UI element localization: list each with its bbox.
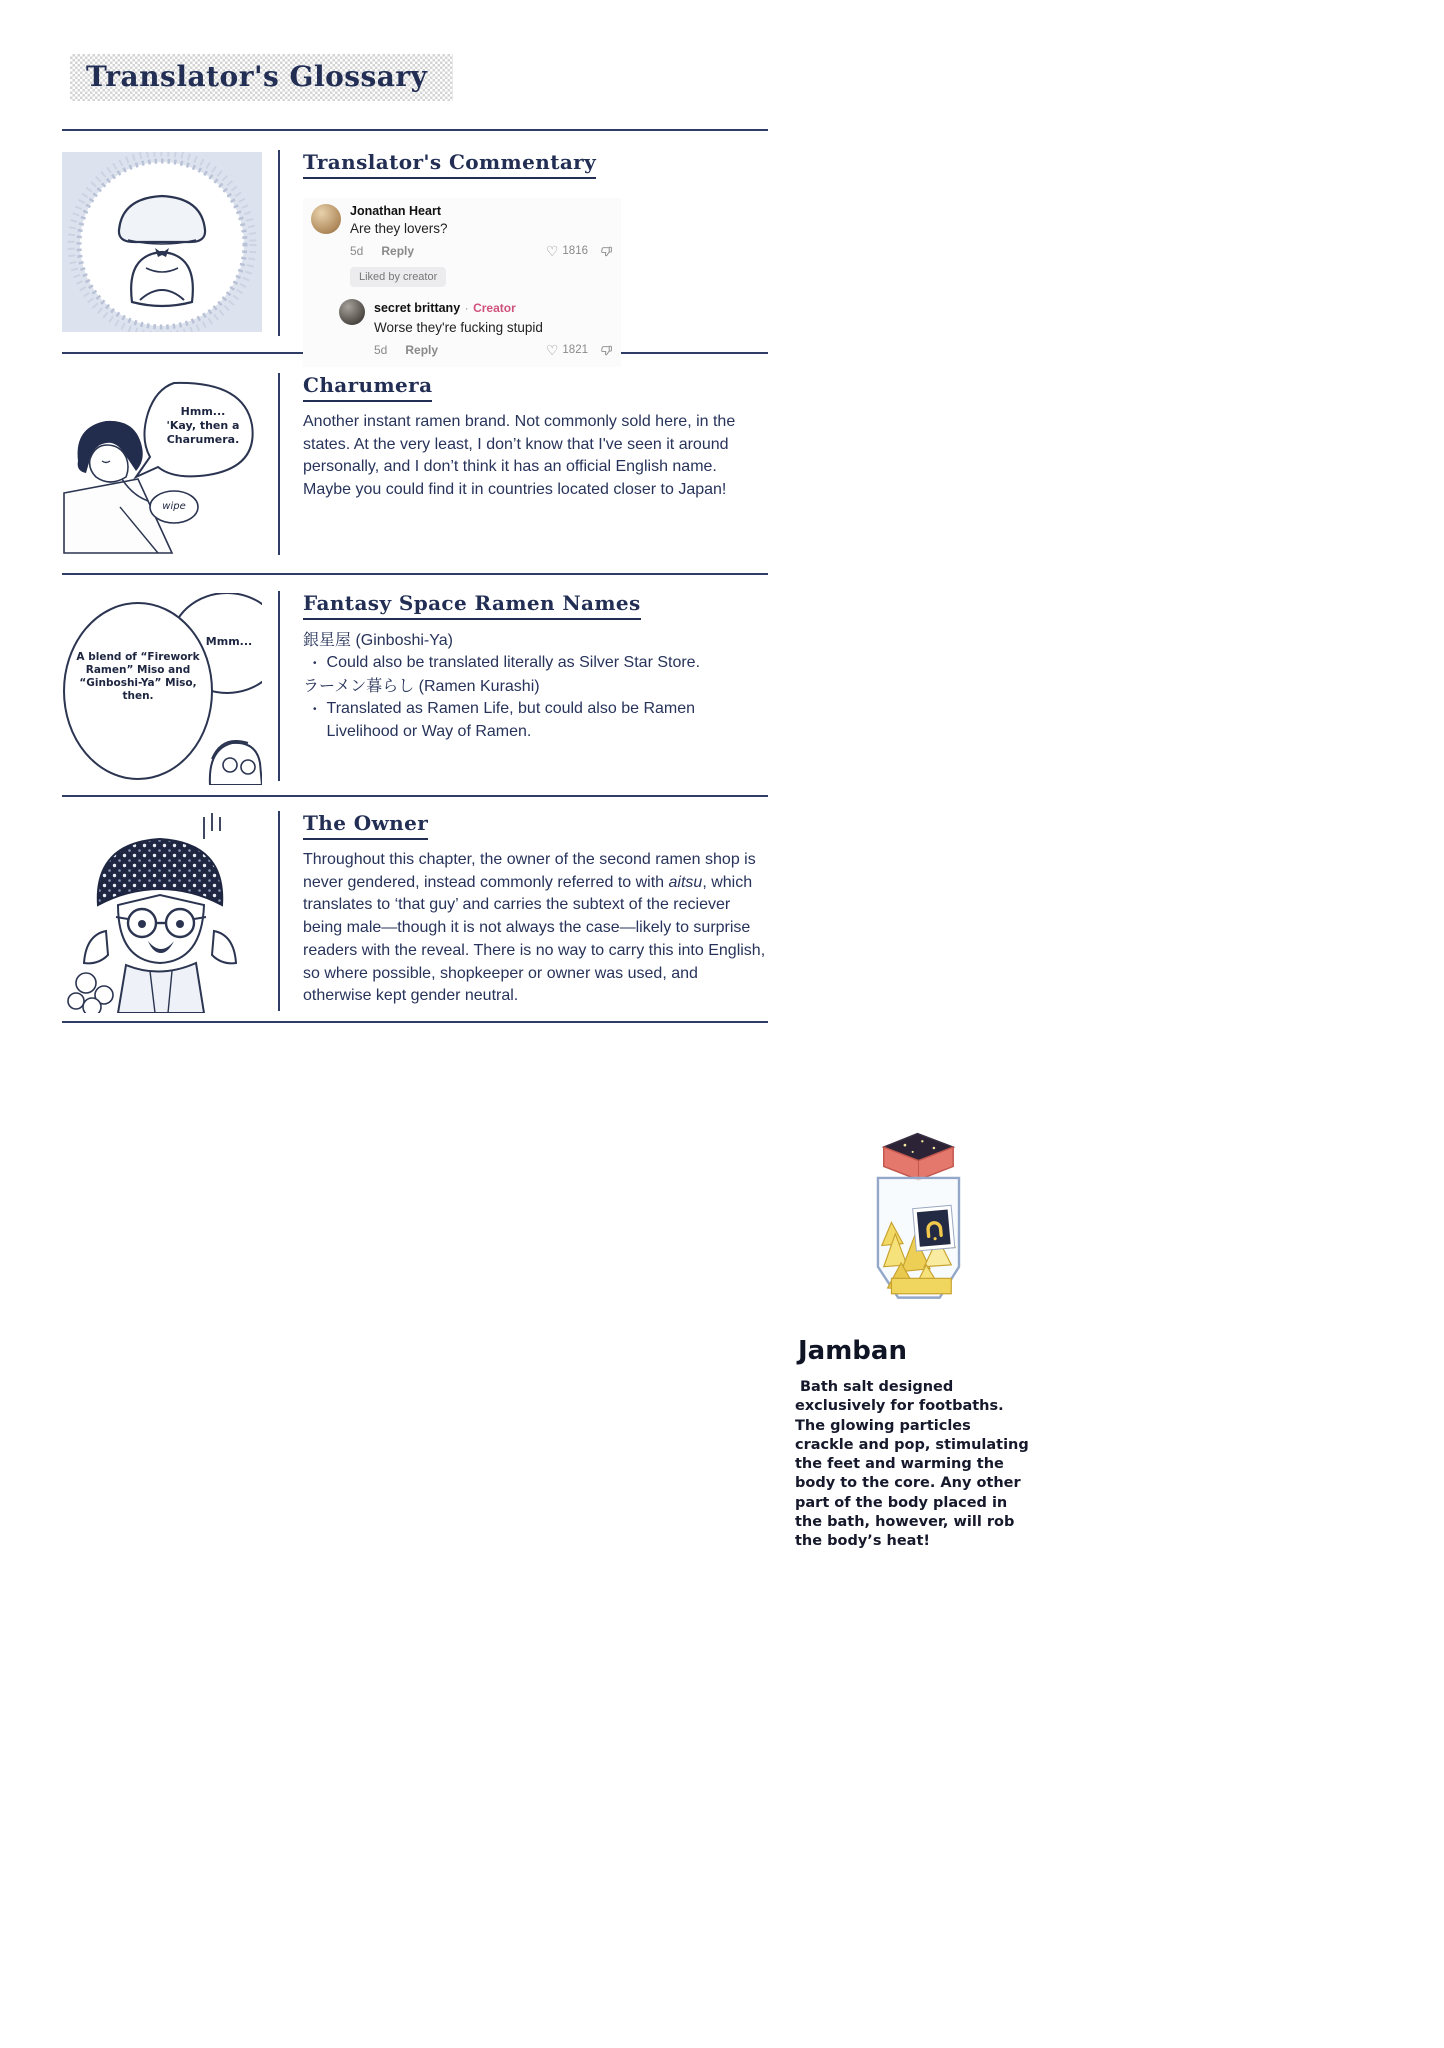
like-icon[interactable]: ♡ bbox=[545, 243, 559, 259]
section-title-the-owner: The Owner bbox=[303, 811, 428, 840]
dislike-icon[interactable] bbox=[600, 344, 613, 357]
vertical-divider bbox=[278, 591, 280, 781]
charumera-panel-illustration bbox=[62, 375, 262, 555]
section-divider bbox=[62, 129, 768, 131]
page-title: Translator's Glossary bbox=[86, 60, 428, 93]
section-translators-commentary bbox=[62, 150, 768, 358]
reply-button[interactable]: Reply bbox=[381, 244, 415, 258]
body-text-part: Throughout this chapter, the owner of the second ramen shop is never gendered, instead commonly referred to with bbox=[303, 851, 756, 891]
bullet-icon: • bbox=[313, 704, 317, 716]
speech-bubble-text: Mmm... bbox=[205, 635, 253, 648]
comment-timestamp: 5d bbox=[350, 244, 364, 258]
speech-bubble-text: Charumera. bbox=[166, 432, 240, 446]
speech-bubble-text: Hmm... bbox=[180, 405, 226, 418]
section-body bbox=[303, 849, 768, 1008]
section-title-ramen-names: Fantasy Space Ramen Names bbox=[303, 591, 641, 620]
speech-bubble-text: A blend of “Firework Ramen” Miso and “Ginboshi-Ya” Miso, then. bbox=[76, 651, 200, 703]
avatar bbox=[311, 204, 341, 234]
page-title-band bbox=[70, 54, 453, 101]
creator-badge: Creator bbox=[473, 301, 516, 315]
glossary-term: 銀星屋 (Ginboshi-Ya) bbox=[303, 632, 453, 649]
comment-timestamp: 5d bbox=[374, 343, 388, 357]
glossary-definition: Could also be translated literally as Silver Star Store. bbox=[326, 654, 701, 672]
comment-author: Jonathan Heart bbox=[350, 204, 441, 218]
liked-by-creator-badge: Liked by creator bbox=[350, 267, 446, 287]
section-body: Another instant ramen brand. Not commonly sold here, in the states. At the very least, I don’t know that I've seen it around personally, and I don’t think it has an official English name. Maybe you could find it in countries located closer to Japan! bbox=[303, 413, 736, 499]
comment-reply-item bbox=[339, 299, 613, 357]
section-title-commentary: Translator's Commentary bbox=[303, 150, 596, 179]
dislike-icon[interactable] bbox=[600, 245, 613, 258]
like-count: 1821 bbox=[562, 344, 588, 356]
author-separator: · bbox=[464, 301, 469, 315]
commentary-panel-illustration bbox=[62, 152, 262, 332]
section-charumera bbox=[62, 373, 768, 555]
glossary-definition: Translated as Ramen Life, but could also be Ramen Livelihood or Way of Ramen. bbox=[326, 700, 696, 741]
section-fantasy-space-ramen-names bbox=[62, 591, 768, 781]
speech-bubble-text: 'Kay, then a bbox=[166, 418, 240, 432]
bullet-icon: • bbox=[313, 658, 317, 670]
sfx-text: wipe bbox=[162, 501, 186, 512]
comment-text: Are they lovers? bbox=[350, 221, 448, 236]
section-divider bbox=[62, 795, 768, 797]
like-icon[interactable]: ♡ bbox=[545, 342, 559, 358]
ramen-names-panel-illustration bbox=[62, 593, 262, 785]
section-title-charumera: Charumera bbox=[303, 373, 432, 402]
avatar bbox=[339, 299, 365, 325]
glossary-term: ラーメン暮らし (Ramen Kurashi) bbox=[303, 678, 540, 696]
section-divider bbox=[62, 573, 768, 575]
comment-thread-screenshot bbox=[303, 198, 621, 367]
comment-author: secret brittany bbox=[374, 301, 461, 315]
section-divider bbox=[62, 1021, 768, 1023]
vertical-divider bbox=[278, 811, 280, 1011]
body-italic-term: aitsu bbox=[668, 873, 703, 891]
jamban-jar-illustration bbox=[845, 1122, 990, 1320]
comment-text: Worse they're fucking stupid bbox=[374, 320, 543, 335]
body-text-part: , which translates to ‘that guy’ and carries the subtext of the reciever being male—though it is not always the case—likely to surprise readers with the reveal. There is no way to carry this into English, so where possible, shopkeeper or owner was used, and otherwise kept gender neutral. bbox=[303, 873, 766, 1005]
like-count: 1816 bbox=[562, 245, 588, 257]
jamban-description: Bath salt designed exclusively for footbaths. The glowing particles crackle and pop, stimulating the feet and warming the body to the core. Any other part of the body placed in the bath, however, will rob the body’s heat! bbox=[795, 1379, 1029, 1550]
owner-panel-illustration bbox=[62, 813, 262, 1013]
reply-button[interactable]: Reply bbox=[405, 343, 439, 357]
vertical-divider bbox=[278, 150, 280, 336]
comment-item bbox=[311, 204, 613, 287]
vertical-divider bbox=[278, 373, 280, 555]
jamban-title: Jamban bbox=[798, 1336, 907, 1366]
section-the-owner bbox=[62, 811, 768, 1011]
